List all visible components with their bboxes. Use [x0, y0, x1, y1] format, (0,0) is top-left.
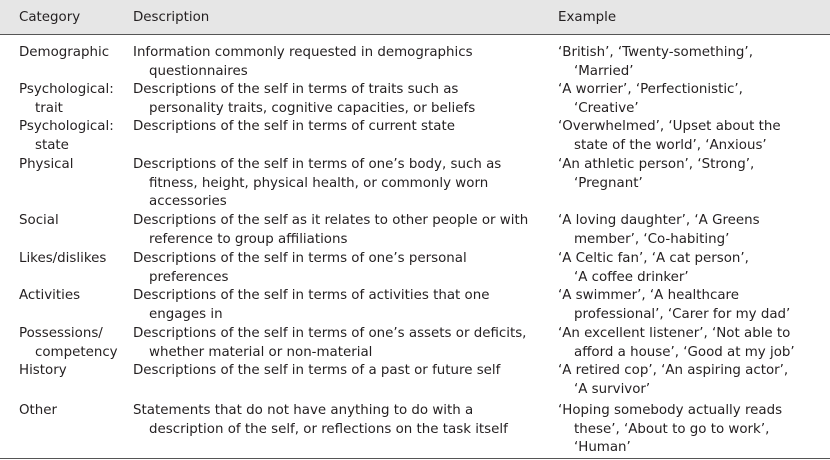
cell-line: trait [35, 100, 63, 116]
cell-line: state [35, 137, 69, 153]
row-category [19, 118, 131, 155]
cell-line: ‘A retired cop’, ‘An aspiring actor’, [558, 363, 789, 378]
row-description [133, 325, 548, 362]
row-category [19, 325, 131, 362]
cell-line: accessories [149, 194, 227, 209]
cell-line: Descriptions of the self in terms of one’s personal [133, 251, 467, 266]
row-category [19, 402, 131, 421]
row-description [133, 362, 548, 381]
cell-line: Descriptions of the self in terms of traits such as [133, 82, 459, 97]
cell-line: preferences [149, 269, 229, 285]
cell-line: Possessions/ [19, 326, 103, 341]
cell-line: Psychological: [19, 82, 114, 97]
cell-line: Likes/dislikes [19, 251, 107, 266]
cell-line: ‘Pregnant’ [574, 175, 643, 191]
cell-line: Descriptions of the self as it relates to other people or with [133, 213, 529, 228]
row-example [558, 81, 828, 118]
cell-line: ‘A survivor’ [574, 381, 651, 397]
row-category [19, 44, 131, 63]
header-example: Example [558, 10, 617, 25]
row-category [19, 156, 131, 175]
row-description [133, 81, 548, 118]
row-example [558, 402, 828, 458]
cell-line: History [19, 363, 67, 378]
cell-line: ‘A Celtic fan’, ‘A cat person’, [558, 251, 749, 266]
row-description [133, 287, 548, 324]
row-description [133, 250, 548, 287]
row-example [558, 212, 828, 249]
row-description [133, 118, 548, 137]
cell-line: these’, ‘About to go to work’, [574, 421, 770, 437]
row-example [558, 362, 828, 399]
row-example [558, 118, 828, 155]
cell-line: Statements that do not have anything to do with a [133, 403, 474, 418]
cell-line: Descriptions of the self in terms of activities that one [133, 288, 490, 303]
cell-line: ‘A swimmer’, ‘A healthcare [558, 288, 740, 303]
row-category [19, 212, 131, 231]
cell-line: ‘A coffee drinker’ [574, 269, 689, 285]
cell-line: afford a house’, ‘Good at my job’ [574, 344, 795, 360]
cell-line: ‘Married’ [574, 63, 634, 79]
cell-line: questionnaires [149, 63, 248, 79]
row-category [19, 81, 131, 118]
row-description [133, 156, 548, 212]
cell-line: member’, ‘Co-habiting’ [574, 231, 730, 247]
cell-line: state of the world’, ‘Anxious’ [574, 137, 767, 153]
row-description [133, 212, 548, 249]
cell-line: personality traits, cognitive capacities, or beliefs [149, 100, 476, 116]
cell-line: Demographic [19, 45, 110, 60]
row-example [558, 325, 828, 362]
cell-line: Physical [19, 157, 74, 172]
cell-line: Psychological: [19, 119, 114, 134]
row-example [558, 287, 828, 324]
row-category [19, 250, 131, 269]
row-description [133, 402, 548, 439]
cell-line: Descriptions of the self in terms of a past or future self [133, 363, 501, 378]
cell-line: ‘Overwhelmed’, ‘Upset about the [558, 119, 781, 134]
row-category [19, 362, 131, 381]
cell-line: Descriptions of the self in terms of one’s body, such as [133, 157, 502, 172]
cell-line: ‘Hoping somebody actually reads [558, 403, 783, 418]
cell-line: Descriptions of the self in terms of current state [133, 119, 455, 134]
cell-line: ‘A worrier’, ‘Perfectionistic’, [558, 82, 743, 97]
row-example [558, 250, 828, 287]
cell-line: Social [19, 213, 59, 228]
cell-line: whether material or non-material [149, 344, 373, 360]
cell-line: ‘An athletic person’, ‘Strong’, [558, 157, 755, 172]
cell-line: professional’, ‘Carer for my dad’ [574, 306, 791, 322]
table-header [0, 0, 830, 34]
bottom-rule [0, 458, 830, 459]
cell-line: reference to group affiliations [149, 231, 348, 247]
cell-line: ‘A loving daughter’, ‘A Greens [558, 213, 760, 228]
row-category [19, 287, 131, 306]
row-description [133, 44, 548, 81]
header-rule [0, 34, 830, 35]
cell-line: Information commonly requested in demographics [133, 45, 473, 60]
cell-line: Activities [19, 288, 81, 303]
cell-line: ‘Human’ [574, 440, 631, 455]
row-example [558, 156, 828, 193]
cell-line: ‘Creative’ [574, 100, 639, 116]
cell-line: description of the self, or reflections on the task itself [149, 421, 508, 437]
cell-line: engages in [149, 306, 223, 322]
cell-line: ‘British’, ‘Twenty-something’, [558, 45, 753, 60]
cell-line: fitness, height, physical health, or commonly worn [149, 175, 489, 191]
header-category: Category [19, 10, 81, 25]
cell-line: ‘An excellent listener’, ‘Not able to [558, 326, 791, 341]
cell-line: Descriptions of the self in terms of one’s assets or deficits, [133, 326, 527, 341]
cell-line: Other [19, 403, 58, 418]
header-description: Description [133, 10, 210, 25]
row-example [558, 44, 828, 81]
cell-line: competency [35, 344, 118, 360]
